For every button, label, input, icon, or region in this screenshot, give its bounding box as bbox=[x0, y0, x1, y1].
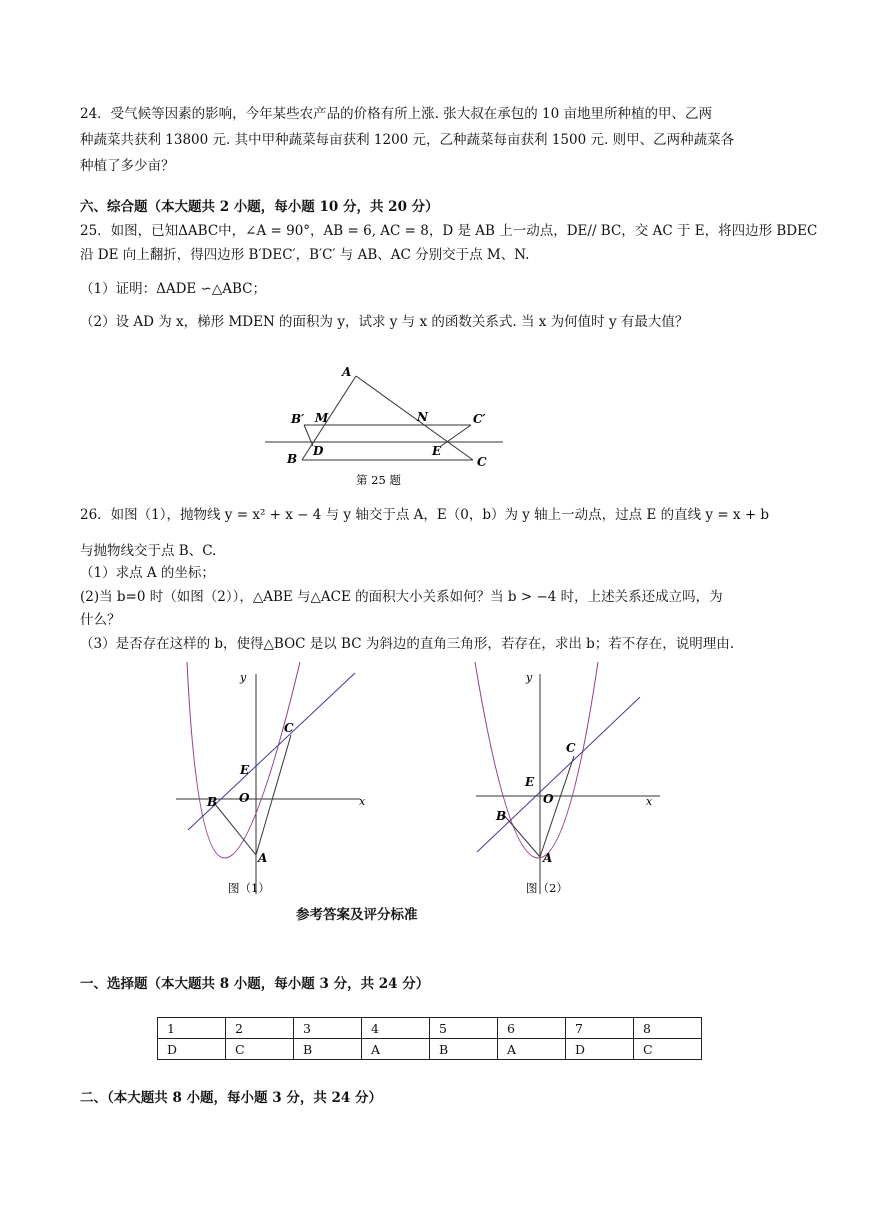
table-cell: 7 bbox=[566, 1018, 634, 1039]
q26-figure-1 bbox=[170, 662, 370, 902]
segment-BA bbox=[503, 814, 540, 857]
label-B: B bbox=[207, 795, 218, 809]
table-cell: 2 bbox=[226, 1018, 294, 1039]
parabola bbox=[475, 662, 598, 858]
label-C: C bbox=[566, 741, 576, 755]
label-E: E bbox=[240, 763, 250, 777]
answers-section1-title: 一、选择题（本大题共 8 小题，每小题 3 分，共 24 分） bbox=[80, 976, 430, 992]
segment-AC bbox=[256, 735, 291, 855]
label-B-prime: B′ bbox=[291, 412, 305, 426]
figure-1-caption: 图（1） bbox=[228, 881, 270, 895]
y-axis-label: y bbox=[526, 671, 533, 684]
answers-title: 参考答案及评分标准 bbox=[296, 907, 418, 923]
segment-BA bbox=[215, 804, 256, 855]
section6-title: 六、综合题（本大题共 2 小题，每小题 10 分，共 20 分） bbox=[80, 199, 439, 215]
label-B: B bbox=[287, 452, 298, 466]
label-A: A bbox=[342, 365, 352, 379]
q25-line-3: （1）证明：ΔADE ∽△ABC； bbox=[80, 281, 267, 297]
q26-line-6: （3）是否存在这样的 b，使得△BOC 是以 BC 为斜边的直角三角形，若存在，求出 b；若不存在，说明理由. bbox=[80, 636, 735, 652]
q24-line-2: 种蔬菜共获利 13800 元. 其中甲种蔬菜每亩获利 1200 元，乙种蔬菜每亩获利 1500 元. 则甲、乙两种蔬菜各 bbox=[80, 132, 735, 148]
table-row-numbers bbox=[158, 1018, 702, 1039]
label-A: A bbox=[258, 851, 268, 865]
table-cell: B bbox=[430, 1039, 498, 1060]
label-M: M bbox=[315, 411, 329, 425]
q26-figure-2 bbox=[470, 662, 670, 902]
q26-line-1: 26．如图（1），抛物线 y = x² + x − 4 与 y 轴交于点 A，E（0，b）为 y 轴上一动点，过点 E 的直线 y = x + b bbox=[80, 507, 770, 523]
q25-line-2: 沿 DE 向上翻折，得四边形 B′DEC′，B′C′ 与 AB、AC 分别交于点 M、N. bbox=[80, 247, 530, 263]
segment-AB bbox=[302, 376, 356, 460]
label-O: O bbox=[543, 792, 554, 806]
x-axis-label: x bbox=[359, 795, 366, 808]
q25-figure bbox=[255, 360, 515, 490]
table-cell: D bbox=[566, 1039, 634, 1060]
label-E: E bbox=[432, 444, 442, 458]
figure-25-caption: 第 25 题 bbox=[356, 473, 401, 487]
y-axis-label: y bbox=[240, 671, 247, 684]
table-cell: C bbox=[634, 1039, 702, 1060]
table-cell: A bbox=[498, 1039, 566, 1060]
line-BC bbox=[477, 697, 640, 852]
table-cell: A bbox=[362, 1039, 430, 1060]
label-N: N bbox=[417, 410, 428, 424]
table-cell: 5 bbox=[430, 1018, 498, 1039]
table-cell: 8 bbox=[634, 1018, 702, 1039]
label-D: D bbox=[313, 444, 324, 458]
segment-C1E bbox=[441, 425, 471, 446]
table-cell: 3 bbox=[294, 1018, 362, 1039]
figure-2-caption: 图（2） bbox=[526, 881, 568, 895]
q25-line-1: 25．如图，已知ΔABC中，∠A = 90°，AB = 6, AC = 8，D 是 AB 上一动点，DE// BC，交 AC 于 E，将四边形 BDEC bbox=[80, 223, 818, 239]
table-cell: C bbox=[226, 1039, 294, 1060]
q26-line-3: （1）求点 A 的坐标； bbox=[80, 565, 215, 581]
label-B: B bbox=[496, 809, 507, 823]
answers-table bbox=[157, 1017, 702, 1060]
table-cell: B bbox=[294, 1039, 362, 1060]
table-cell: 1 bbox=[158, 1018, 226, 1039]
label-A: A bbox=[543, 851, 553, 865]
x-axis-label: x bbox=[646, 795, 653, 808]
q24-line-3: 种植了多少亩？ bbox=[80, 158, 175, 174]
answers-section2-title: 二、（本大题共 8 小题，每小题 3 分，共 24 分） bbox=[80, 1090, 383, 1106]
q26-line-2: 与抛物线交于点 B、C. bbox=[80, 543, 217, 559]
q24-line-1: 24．受气候等因素的影响，今年某些农产品的价格有所上涨. 张大叔在承包的 10 亩地里所种植的甲、乙两 bbox=[80, 106, 713, 122]
segment-AC bbox=[356, 376, 473, 460]
q26-line-4: (2)当 b=0 时（如图（2）），△ABE 与△ACE 的面积大小关系如何？当 b > −4 时，上述关系还成立吗，为 bbox=[80, 589, 723, 605]
q25-line-4: （2）设 AD 为 x，梯形 MDEN 的面积为 y，试求 y 与 x 的函数关系式. 当 x 为何值时 y 有最大值？ bbox=[80, 314, 689, 330]
q26-line-5: 什么？ bbox=[80, 612, 121, 628]
table-row-answers bbox=[158, 1039, 702, 1060]
label-O: O bbox=[239, 791, 250, 805]
segment-B1D bbox=[304, 425, 313, 446]
parabola bbox=[187, 662, 300, 858]
table-cell: 4 bbox=[362, 1018, 430, 1039]
label-E: E bbox=[525, 775, 535, 789]
table-cell: 6 bbox=[498, 1018, 566, 1039]
label-C: C bbox=[477, 455, 487, 469]
label-C: C bbox=[284, 721, 294, 735]
label-C-prime: C′ bbox=[473, 412, 486, 426]
table-cell: D bbox=[158, 1039, 226, 1060]
